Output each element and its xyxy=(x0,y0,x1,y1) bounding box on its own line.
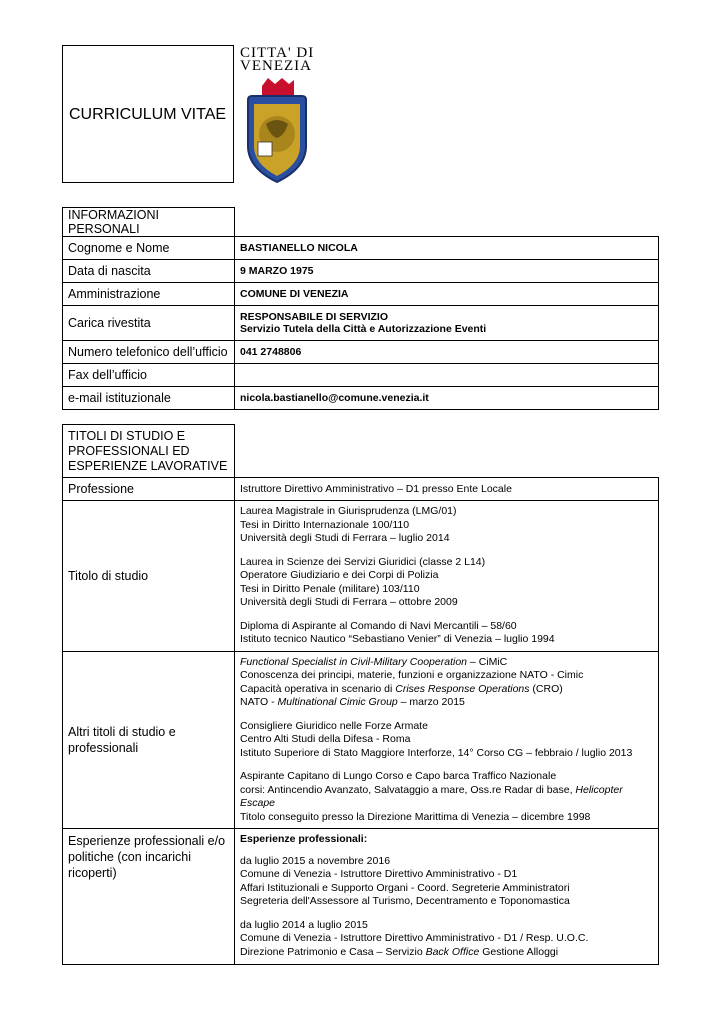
row-value-birthdate: 9 MARZO 1975 xyxy=(235,260,659,283)
degree-line: Università degli Studi di Ferrara – luglio 2014 xyxy=(240,532,450,544)
experience-block xyxy=(240,919,653,960)
city-logo xyxy=(238,46,318,186)
row-value-experience xyxy=(235,829,659,965)
row-label-profession: Professione xyxy=(63,478,235,501)
row-label-phone: Numero telefonico dell’ufficio xyxy=(63,341,235,364)
other-line: Aspirante Capitano di Lungo Corso e Capo barca Traffico Nazionale xyxy=(240,770,557,782)
page-title: CURRICULUM VITAE xyxy=(69,106,227,123)
other-line: Titolo conseguito presso la Direzione Marittima di Venezia – dicembre 1998 xyxy=(240,810,591,823)
experience-line: Comune di Venezia - Istruttore Direttivo Amministrativo - D1 xyxy=(240,868,518,880)
section-header-studies: TITOLI DI STUDIO E PROFESSIONALI ED ESPERIENZE LAVORATIVE xyxy=(63,425,235,478)
row-value-name: BASTIANELLO NICOLA xyxy=(235,237,659,260)
row-value-administration: COMUNE DI VENEZIA xyxy=(235,283,659,306)
row-value-phone: 041 2748806 xyxy=(235,341,659,364)
other-line: Capacità operativa in scenario di Crises Response Operations (CRO) xyxy=(240,682,563,695)
degree-line: Tesi in Diritto Penale (militare) 103/110 xyxy=(240,582,420,595)
venice-crest-icon xyxy=(242,76,312,186)
personal-info-table xyxy=(62,207,659,410)
other-line: Conoscenza dei principi, materie, funzioni e organizzazione NATO - Cimic xyxy=(240,669,584,681)
row-label-other-titles: Altri titoli di studio e professionali xyxy=(63,651,235,829)
other-block xyxy=(240,656,653,710)
row-label-fax: Fax dell’ufficio xyxy=(63,364,235,387)
header-spacer xyxy=(235,425,659,478)
degree-line: Diploma di Aspirante al Comando di Navi Mercantili – 58/60 xyxy=(240,619,517,632)
experience-heading: Esperienze professionali: xyxy=(240,833,368,845)
degree-line: Operatore Giudiziario e dei Corpi di Polizia xyxy=(240,569,439,581)
experience-line: Segreteria dell'Assessore al Turismo, Decentramento e Toponomastica xyxy=(240,895,570,907)
row-value-position xyxy=(235,306,659,341)
experience-line: da luglio 2015 a novembre 2016 xyxy=(240,854,391,867)
degree-line: Tesi in Diritto Internazionale 100/110 xyxy=(240,518,410,531)
position-title: RESPONSABILE DI SERVIZIO xyxy=(240,311,388,323)
row-label-administration: Amministrazione xyxy=(63,283,235,306)
degree-line: Università degli Studi di Ferrara – ottobre 2009 xyxy=(240,596,458,608)
other-line: Consigliere Giuridico nelle Forze Armate xyxy=(240,719,428,732)
row-label-experience: Esperienze professionali e/o politiche (con incarichi ricoperti) xyxy=(63,829,235,965)
degree-block xyxy=(240,620,653,647)
logo-text-line1: CITTA' DI xyxy=(240,45,315,61)
row-value-profession: Istruttore Direttivo Amministrativo – D1 presso Ente Locale xyxy=(235,478,659,501)
experience-line: da luglio 2014 a luglio 2015 xyxy=(240,918,368,931)
studies-table xyxy=(62,424,659,965)
header-spacer xyxy=(235,208,659,237)
degree-block xyxy=(240,505,653,546)
other-block xyxy=(240,720,653,761)
degree-line: Laurea Magistrale in Giurisprudenza (LMG/01) xyxy=(240,505,457,517)
other-line: corsi: Antincendio Avanzato, Salvataggio a mare, Oss.re Radar di base, Helicopter Escape xyxy=(240,783,623,809)
row-label-position: Carica rivestita xyxy=(63,306,235,341)
section-header-personal: INFORMAZIONI PERSONALI xyxy=(63,208,235,237)
other-line: Centro Alti Studi della Difesa - Roma xyxy=(240,733,411,745)
other-block xyxy=(240,770,653,824)
degree-block xyxy=(240,556,653,610)
row-label-birthdate: Data di nascita xyxy=(63,260,235,283)
row-label-degree: Titolo di studio xyxy=(63,501,235,652)
experience-line: Comune di Venezia - Istruttore Direttivo Amministrativo - D1 / Resp. U.O.C. xyxy=(240,932,589,944)
experience-line: Affari Istituzionali e Supporto Organi - Coord. Segreterie Amministratori xyxy=(240,881,570,894)
experience-line: Direzione Patrimonio e Casa – Servizio Back Office Gestione Alloggi xyxy=(240,945,559,958)
other-line: Istituto Superiore di Stato Maggiore Interforze, 14° Corso CG – febbraio / luglio 2013 xyxy=(240,746,633,759)
row-value-fax xyxy=(235,364,659,387)
other-line: Functional Specialist in Civil-Military Cooperation – CiMiC xyxy=(240,655,508,668)
row-value-degree xyxy=(235,501,659,652)
row-value-other-titles xyxy=(235,651,659,829)
experience-block xyxy=(240,855,653,909)
row-label-name: Cognome e Nome xyxy=(63,237,235,260)
position-service: Servizio Tutela della Città e Autorizzazione Eventi xyxy=(240,323,487,335)
row-label-email: e-mail istituzionale xyxy=(63,387,235,410)
title-box xyxy=(62,45,234,183)
degree-line: Laurea in Scienze dei Servizi Giuridici (classe 2 L14) xyxy=(240,555,486,568)
other-line: NATO - Multinational Cimic Group – marzo 2015 xyxy=(240,696,465,708)
degree-line: Istituto tecnico Nautico “Sebastiano Venier” di Venezia – luglio 1994 xyxy=(240,633,555,645)
row-value-email: nicola.bastianello@comune.venezia.it xyxy=(235,387,659,410)
logo-text-line2: VENEZIA xyxy=(240,58,312,74)
